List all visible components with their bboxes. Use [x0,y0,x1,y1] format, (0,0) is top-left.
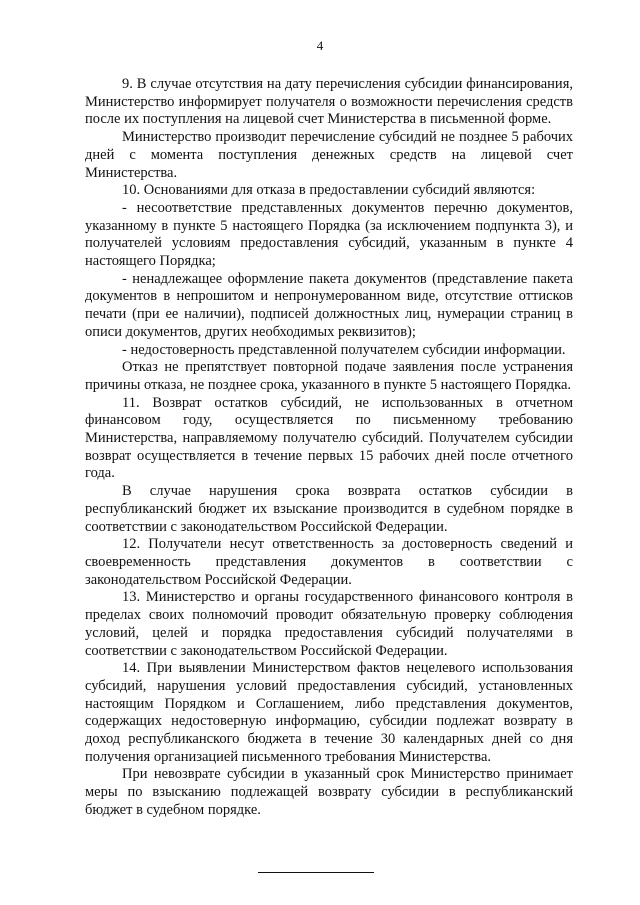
paragraph-non-return-measures: При невозврате субсидии в указанный срок Министерство принимает меры по взысканию подлежащей возврату субсидии в республиканский бюджет в судебном порядке. [85,766,573,818]
refusal-ground-improper-package: - ненадлежащее оформление пакета документов (представление пакета документов в непрошитом и непронумерованном виде, отсутствие оттисков печати (при ее наличии), подписей должностных лиц, нумерации страниц в описи документов, других необходимых реквизитов); [85,270,573,340]
paragraph-transfer-term: Министерство производит перечисление субсидий не позднее 5 рабочих дней с момента поступления денежных средств на лицевой счет Министерства. [85,129,573,181]
paragraph-11-return-of-balances: 11. Возврат остатков субсидий, не использованных в отчетном финансовом году, осуществляется по письменному требованию Министерства, направляемому получателю субсидий. Получателем субсидии возврат осуществляется в течение первых 15 рабочих дней после отчетного года. [85,394,573,482]
paragraph-13-financial-control: 13. Министерство и органы государственного финансового контроля в пределах своих полномочий проводит обязательную проверку соблюдения условий, целей и порядка предоставления субсидий получателями в соответствии с законодательством Российской Федерации. [85,589,573,659]
paragraph-return-violation: В случае нарушения срока возврата остатков субсидии в республиканский бюджет их взыскание производится в судебном порядке в соответствии с законодательством Российской Федерации. [85,483,573,535]
paragraph-12-responsibility: 12. Получатели несут ответственность за достоверность сведений и своевременность представления документов в соответствии с законодательством Российской Федерации. [85,536,573,588]
page-number: 4 [316,38,324,53]
paragraph-10-refusal-grounds: 10. Основаниями для отказа в предоставлении субсидий являются: [122,182,536,199]
document-body [85,76,573,820]
refusal-ground-nonconformity: - несоответствие представленных документов перечню документов, указанному в пункте 5 настоящего Порядка (за исключением подпункта 3), и получателей условиям предоставления субсидий, указанным в пункте 4 настоящего Порядка; [85,199,573,270]
paragraph-14-misuse: 14. При выявлении Министерством фактов нецелевого использования субсидий, нарушения условий предоставления субсидий, установленных настоящим Порядком и Соглашением, либо представления документов, содержащих недостоверную информацию, субсидии подлежат возврату в доход республиканского бюджета в течение 30 календарных дней со дня получения организацией письменного требования Министерства. [85,660,573,765]
refusal-ground-unreliable-info: - недостоверность представленной получателем субсидии информации. [122,341,566,358]
paragraph-9-funding-absence: 9. В случае отсутствия на дату перечисления субсидии финансирования, Министерство информирует получателя о возможности перечисления средств после их поступления на лицевой счет Министерства в письменной форме. [85,76,573,128]
paragraph-refusal-resubmission: Отказ не препятствует повторной подаче заявления после устранения причины отказа, не позднее срока, указанного в пункте 5 настоящего Порядка. [85,359,573,393]
closing-divider-line [258,872,374,873]
